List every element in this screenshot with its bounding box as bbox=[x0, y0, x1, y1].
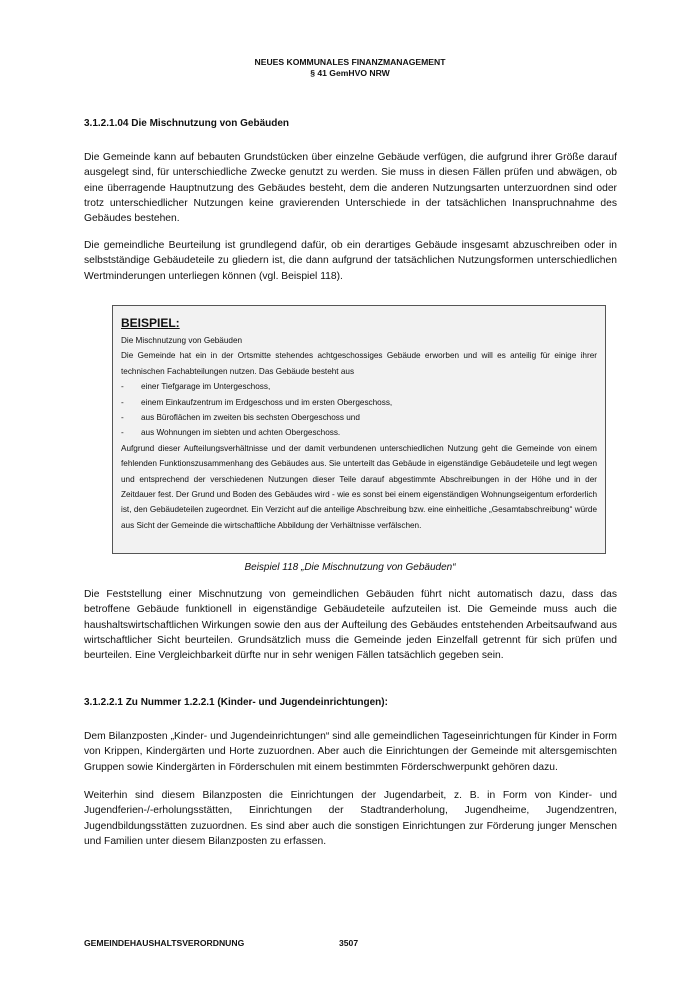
paragraph-text: Dem Bilanzposten „Kinder- und Jugendeinrichtungen“ sind alle gemeindlichen Tageseinrichtungen für Kinder in Form von Krippen, Kindergärten und Horte zuzuordnen. Aber auch die Einrichtungen der Gemeinde mit altersgemischten Gruppen sowie Kindergärten in Förderschulen mit einem bestimmten Förderschwerpunkt gehören dazu. bbox=[84, 731, 617, 773]
paragraph-3 bbox=[84, 587, 617, 663]
paragraph-text: Die Gemeinde kann auf bebauten Grundstücken über einzelne Gebäude verfügen, die aufgrund ihrer Größe darauf ausgelegt sind, für unterschiedliche Zwecke genutzt zu werden. Sie muss in diesen Fällen prüfen und abwägen, ob eine überragende Hauptnutzung des Gebäudes besteht, dem die anderen Nutzungsarten unterzuordnen sind oder trotz unterschiedlicher Nutzungen keine gravierenden Unterschiede in der tatsächlichen Inanspruchnahme des Gebäudes bestehen. bbox=[84, 152, 617, 225]
paragraph-text: Die Feststellung einer Mischnutzung von gemeindlichen Gebäuden führt nicht automatisch dazu, dass das betroffene Gebäude funktionell in eigenständige Gebäudeteile aufzuteilen ist. Die Gemeinde muss auch die haushaltswirtschaftlichen Wirkungen sowie den aus der Aufteilung des Gebäudes entstehenden Arbeitsaufwand aus wirtschaftlicher Sicht beurteilen. Grundsätzlich muss die Gemeinde jeden Einzelfall getrennt für sich prüfen und beurteilen. Eine Vergleichbarkeit dürfte nur in sehr wenigen Fällen tatsächlich gegeben sein. bbox=[84, 589, 617, 662]
bullet-marker: - bbox=[121, 413, 124, 423]
paragraph-2 bbox=[84, 238, 617, 284]
example-caption: Beispiel 118 „Die Mischnutzung von Gebäuden“ bbox=[244, 562, 456, 573]
section-heading-mischnutzung bbox=[84, 118, 617, 129]
footer-title: GEMEINDEHAUSHALTSVERORDNUNG bbox=[84, 938, 245, 948]
header-subtitle: § 41 GemHVO NRW bbox=[310, 68, 390, 78]
bullet-marker: - bbox=[121, 382, 124, 392]
list-item bbox=[121, 395, 597, 410]
paragraph-text: Weiterhin sind diesem Bilanzposten die Einrichtungen der Jugendarbeit, z. B. in Form von Kinder- und Jugendferien-/-erholungsstätten, Einrichtungen der Stadtranderholung, Jugendheime, Jugendzentren, Jugendbildungsstätten zuzuordnen. Es sind aber auch die sonstigen Einrichtungen zur Förderung junger Menschen und Familien unter diesem Bilanzposten zu erfassen. bbox=[84, 790, 617, 847]
bullet-text: aus Büroflächen im zweiten bis sechsten Obergeschoss und bbox=[141, 413, 360, 423]
list-item bbox=[121, 410, 597, 425]
paragraph-5 bbox=[84, 788, 617, 849]
bullet-text: einem Einkaufzentrum im Erdgeschoss und im ersten Obergeschoss, bbox=[141, 397, 393, 407]
example-body: Aufgrund dieser Aufteilungsverhältnisse und der damit verbundenen unterschiedlichen Nutzung geht die Gemeinde von einem fehlenden Funktionszusammenhang des Gebäudes aus. Sie unterteilt das Gebäude in eigenständige Gebäudeteile und legt wegen und entsprechend der verschiedenen Nutzungen dieser Teile darauf abgestimmte Abschreibungen in der Höhe und in der Zeitdauer fest. Der Grund und Boden des Gebäudes wird - wie es sonst bei einem eigenständigen Wohnungseigentum erforderlich ist, den Gebäudeteilen zugeordnet. Ein Verzicht auf die anteilige Abschreibung bzw. eine einheitliche „Gesamtabschreibung“ würde aus Sicht der Gemeinde die wirtschaftliche Abbildung der Verhältnisse verfälschen. bbox=[121, 443, 597, 530]
bullet-text: einer Tiefgarage im Untergeschoss, bbox=[141, 382, 271, 392]
bullet-marker: - bbox=[121, 397, 124, 407]
header-title: NEUES KOMMUNALES FINANZMANAGEMENT bbox=[254, 57, 446, 67]
page-header bbox=[0, 57, 700, 79]
page-number: 3507 bbox=[339, 938, 359, 948]
paragraph-1 bbox=[84, 150, 617, 226]
example-bullet-list bbox=[121, 379, 597, 441]
list-item bbox=[121, 425, 597, 440]
example-box bbox=[112, 305, 606, 554]
bullet-marker: - bbox=[121, 428, 124, 438]
section-heading-kinder bbox=[84, 697, 617, 708]
example-subtitle: Die Mischnutzung von Gebäuden bbox=[121, 336, 243, 345]
paragraph-4 bbox=[84, 729, 617, 775]
section-heading: 3.1.2.2.1 Zu Nummer 1.2.2.1 (Kinder- und Jugendeinrichtungen): bbox=[84, 697, 388, 708]
bullet-text: aus Wohnungen im siebten und achten Obergeschoss. bbox=[141, 428, 341, 438]
example-title: BEISPIEL: bbox=[121, 316, 180, 330]
paragraph-text: Die gemeindliche Beurteilung ist grundlegend dafür, ob ein derartiges Gebäude insgesamt abzuschreiben oder in selbstständige Gebäudeteile zu gliedern ist, die dann aufgrund der tatsächlichen Nutzungsformen unterschiedlichen Wertminderungen unterliegen können (vgl. Beispiel 118). bbox=[84, 240, 617, 282]
list-item bbox=[121, 379, 597, 394]
example-intro: Die Gemeinde hat ein in der Ortsmitte stehendes achtgeschossiges Gebäude erworben und will es anteilig für einige ihrer technischen Fachabteilungen nutzen. Das Gebäude besteht aus bbox=[121, 351, 597, 376]
section-heading: 3.1.2.1.04 Die Mischnutzung von Gebäuden bbox=[84, 118, 290, 129]
